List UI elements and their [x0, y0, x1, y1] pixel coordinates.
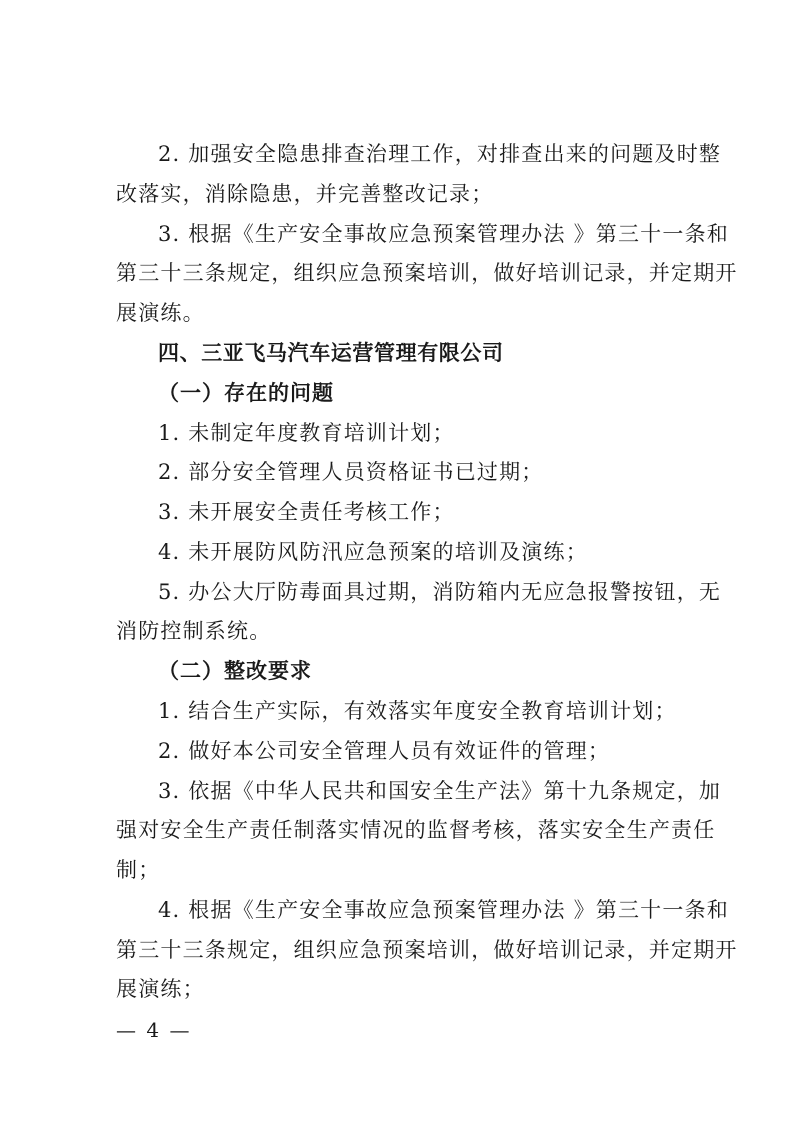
list-item: 5. 办公大厅防毒面具过期，消防箱内无应急报警按钮，无 [158, 580, 722, 604]
paragraph-line: 2. 加强安全隐患排查治理工作，对排查出来的问题及时整 [158, 142, 722, 166]
list-item: 4. 根据《生产安全事故应急预案管理办法 》第三十一条和 [158, 898, 729, 922]
paragraph-line: 制； [116, 858, 161, 882]
page-number: — 4 — [116, 1018, 192, 1042]
paragraph-line: 第三十三条规定，组织应急预案培训，做好培训记录，并定期开 [116, 938, 738, 962]
paragraph-line: 改落实，消除隐患，并完善整改记录； [116, 182, 494, 206]
list-item: 3. 未开展安全责任考核工作； [158, 500, 455, 524]
list-item: 4. 未开展防风防汛应急预案的培训及演练； [158, 540, 588, 564]
list-item: 2. 部分安全管理人员资格证书已过期； [158, 460, 544, 484]
paragraph-line: 第三十三条规定，组织应急预案培训，做好培训记录，并定期开 [116, 261, 738, 285]
list-item: 1. 结合生产实际，有效落实年度安全教育培训计划； [158, 699, 677, 723]
subsection-heading: （一）存在的问题 [158, 380, 334, 405]
paragraph-line: 消防控制系统。 [116, 619, 272, 643]
list-item: 1. 未制定年度教育培训计划； [158, 421, 455, 445]
subsection-heading: （二）整改要求 [158, 658, 312, 683]
section-heading: 四、三亚飞马汽车运营管理有限公司 [158, 341, 504, 365]
list-item: 3. 依据《中华人民共和国安全生产法》第十九条规定，加 [158, 779, 722, 803]
paragraph-line: 强对安全生产责任制落实情况的监督考核，落实安全生产责任 [116, 818, 716, 842]
paragraph-line: 展演练； [116, 977, 205, 1001]
list-item: 2. 做好本公司安全管理人员有效证件的管理； [158, 739, 611, 763]
paragraph-line: 3. 根据《生产安全事故应急预案管理办法 》第三十一条和 [158, 222, 729, 246]
paragraph-line: 展演练。 [116, 301, 205, 325]
